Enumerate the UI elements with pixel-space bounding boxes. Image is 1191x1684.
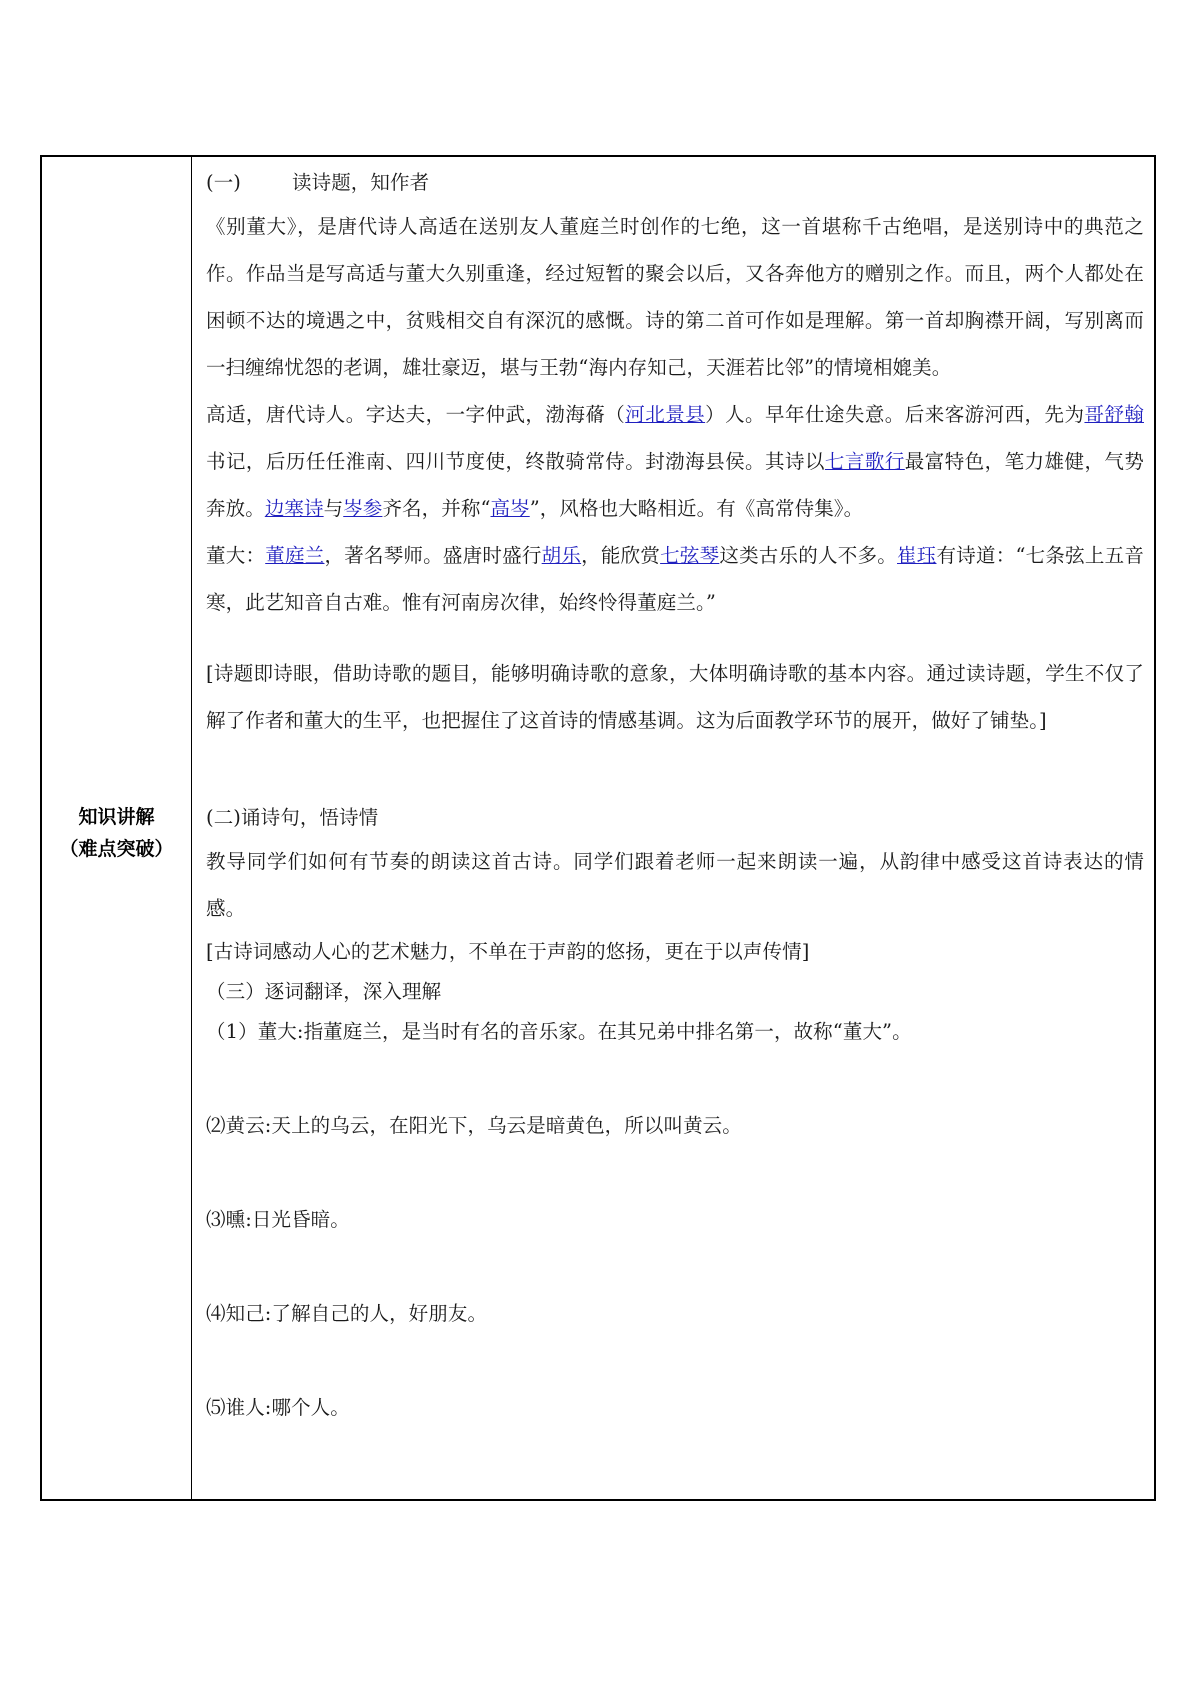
section3-title: （三）逐词翻译，深入理解 [206, 980, 442, 1003]
link-cen-shen[interactable]: 岑参 [343, 497, 383, 520]
spacer [206, 744, 1144, 798]
section2-body: 教导同学们如何有节奏的朗读这首古诗。同学们跟着老师一起来朗读一遍，从韵律中感受这首诗表达的情感。 [206, 850, 1144, 920]
glossary-item-3: ⑶曛:日光昏暗。 [206, 1208, 350, 1231]
glossary-item-1: （1）董大:指董庭兰，是当时有名的音乐家。在其兄弟中排名第一，故称“董大”。 [206, 1020, 912, 1043]
spacer [206, 1240, 1144, 1294]
gaoshi-text-6: 齐名，并称“ [382, 497, 491, 520]
section1-intro: 《别董大》，是唐代诗人高适在送别友人董庭兰时创作的七绝，这一首堪称千古绝唱，是送别诗中的典范之作。作品当是写高适与董大久别重逢，经过短暂的聚会以后，又各奔他方的赠别之作。而且，两个人都处在困顿不达的境遇之中，贫贱相交自有深沉的感慨。诗的第二首可作如是理解。第一首却胸襟开阔，写别离而一扫缠绵忧怨的老调，雄壮豪迈，堪与王勃“海内存知己，天涯若比邻”的情境相媲美。 [206, 215, 1144, 379]
gaoshi-text-7: ”，风格也大略相近。有《高常侍集》。 [529, 497, 864, 520]
gaoshi-text-3: 书记，后历任任淮南、四川节度使，终散骑常侍。封渤海县侯。其诗以 [206, 450, 825, 473]
spacer [206, 1334, 1144, 1388]
link-dong-tinglan[interactable]: 董庭兰 [265, 544, 325, 567]
link-hu-yue[interactable]: 胡乐 [541, 544, 582, 567]
dongda-text-2: ，著名琴师。盛唐时盛行 [324, 544, 542, 567]
section1-note: [诗题即诗眼，借助诗歌的题目，能够明确诗歌的意象，大体明确诗歌的基本内容。通过读诗题，学生不仅了解了作者和董大的生平，也把握住了这首诗的情感基调。这为后面教学环节的展开，做好了铺垫。] [206, 662, 1144, 732]
link-qixian-qin[interactable]: 七弦琴 [660, 544, 720, 567]
dongda-paragraph [206, 532, 1144, 626]
gaoshi-text-4: 最富特色，笔力雄健，气势奔放。 [206, 450, 1144, 520]
glossary-item-5: ⑸谁人:哪个人。 [206, 1396, 350, 1419]
glossary-item-4: ⑷知己:了解自己的人，好朋友。 [206, 1302, 488, 1325]
spacer [206, 1052, 1144, 1106]
row-label [59, 801, 173, 865]
gaoshi-text-5: 与 [323, 497, 344, 520]
row-label-cell [42, 157, 192, 1499]
spacer [206, 1146, 1144, 1200]
gaoshi-paragraph [206, 391, 1144, 532]
link-gao-cen[interactable]: 高岑 [490, 497, 530, 520]
link-qiyan-gexing[interactable]: 七言歌行 [824, 450, 905, 473]
link-cui-jue[interactable]: 崔珏 [897, 544, 937, 567]
link-hebei-jingxian[interactable]: 河北景县 [625, 403, 706, 426]
section2-title: (二)诵诗句，悟诗情 [206, 806, 379, 829]
gaoshi-text-2: ）人。早年仕途失意。后来客游河西，先为 [705, 403, 1085, 426]
row-label-line1: 知识讲解 [78, 806, 155, 828]
dongda-text-3: ，能欣赏 [581, 544, 661, 567]
gaoshi-text-1: 高适，唐代诗人。字达夫，一字仲武，渤海蓨（ [206, 403, 626, 426]
link-biansai-shi[interactable]: 边塞诗 [264, 497, 324, 520]
dongda-text-5: 有诗道：“七条弦上五音寒，此艺知音自古难。惟有河南房次律，始终怜得董庭兰。” [206, 544, 1144, 614]
lesson-table [40, 155, 1156, 1501]
link-geshuhan[interactable]: 哥舒翰 [1084, 403, 1144, 426]
section1-heading [206, 163, 1144, 203]
spacer [206, 626, 1144, 650]
glossary-item-2: ⑵黄云:天上的乌云，在阳光下，乌云是暗黄色，所以叫黄云。 [206, 1114, 742, 1137]
row-label-line2: （难点突破） [59, 838, 174, 860]
section1-title: 读诗题，知作者 [292, 171, 430, 194]
section1-number: (一) [206, 171, 242, 194]
content-cell [192, 157, 1154, 1499]
section2-note: [古诗词感动人心的艺术魅力，不单在于声韵的悠扬，更在于以声传情] [206, 940, 810, 963]
dongda-text-1: 董大： [206, 544, 266, 567]
dongda-text-4: 这类古乐的人不多。 [719, 544, 898, 567]
